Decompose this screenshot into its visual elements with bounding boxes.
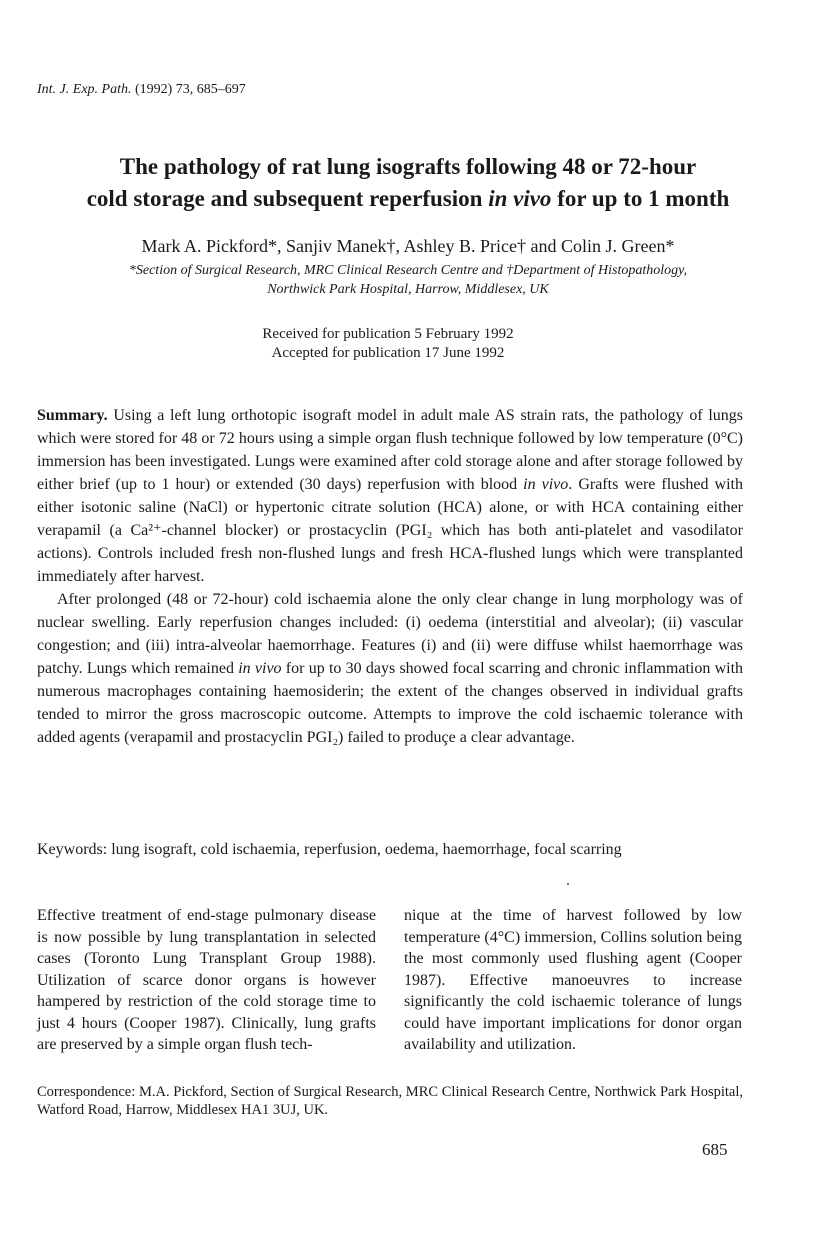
publication-dates bbox=[0, 325, 776, 363]
journal-citation: (1992) 73, 685–697 bbox=[134, 82, 246, 97]
stray-dot bbox=[567, 883, 569, 885]
affiliation-line-1: *Section of Surgical Research, MRC Clinical Research Centre and †Department of Histopathology, bbox=[128, 263, 688, 278]
affiliation-line-2: Northwick Park Hospital, Harrow, Middlesex, UK bbox=[267, 282, 549, 297]
title-line-1: The pathology of rat lung isografts following 48 or 72-hour bbox=[119, 154, 697, 179]
accepted-date: Accepted for publication 17 June 1992 bbox=[271, 345, 505, 361]
page-number: 685 bbox=[702, 1140, 728, 1159]
keywords: Keywords: lung isograft, cold ischaemia, reperfusion, oedema, haemorrhage, focal scarring bbox=[37, 841, 622, 858]
summary bbox=[37, 404, 743, 749]
summary-label: Summary. bbox=[37, 407, 108, 424]
intro-paragraph-right: nique at the time of harvest followed by low temperature (4°C) immersion, Collins solution being the most commonly used flushing agent (Cooper 1987). Effective manoeuvres to increase significantly the cold ischaemic tolerance of lungs could have important implications for donor organ availability and utilization. bbox=[404, 907, 742, 1053]
summary-paragraph-2: After prolonged (48 or 72-hour) cold ischaemia alone the only clear change in lung morphology was of nuclear swelling. Early reperfusion changes included: (i) oedema (interstitial and alveolar); (ii) vascular congestion; and (iii) intra-alveolar haemorrhage. Features (i) and (ii) were diffuse whilst haemorrhage was patchy. Lungs which remained in vivo for up to 30 days showed focal scarring and chronic inflammation with numerous macrophages containing haemosiderin; the extent of the changes observed in individual grafts tended to mirror the gross macroscopic outcome. Attempts to improve the cold ischaemic tolerance with added agents (verapamil and prostacyclin PGI₂) failed to produçe a clear advantage. bbox=[37, 591, 744, 746]
affiliation bbox=[40, 261, 776, 299]
authors: Mark A. Pickford*, Sanjiv Manek†, Ashley B. Price† and Colin J. Green* bbox=[141, 236, 675, 256]
body-column-left bbox=[37, 905, 376, 1056]
body-column-right bbox=[404, 905, 742, 1056]
article-title bbox=[30, 151, 786, 215]
summary-paragraph-1: Summary. Using a left lung orthotopic isograft model in adult male AS strain rats, the pathology of lungs which were stored for 48 or 72 hours using a simple organ flush technique followed by low temperature (0°C) immersion has been investigated. Lungs were examined after cold storage alone and after storage followed by either brief (up to 1 hour) or extended (30 days) reperfusion with blood in vivo. Grafts were flushed with either isotonic saline (NaCl) or hypertonic citrate solution (HCA) alone, or with HCA containing either verapamil (a Ca²⁺-channel blocker) or prostacyclin (PGI₂ which has both anti-platelet and vasodilator actions). Controls included fresh non-flushed lungs and fresh HCA-flushed lungs which were transplanted immediately after harvest. bbox=[37, 407, 744, 585]
received-date: Received for publication 5 February 1992 bbox=[262, 326, 514, 342]
journal-reference bbox=[37, 82, 246, 98]
correspondence: Correspondence: M.A. Pickford, Section of Surgical Research, MRC Clinical Research Centre, Northwick Park Hospital, Watford Road, Harrow, Middlesex HA1 3UJ, UK. bbox=[37, 1084, 743, 1118]
journal-name: Int. J. Exp. Path. bbox=[37, 82, 132, 97]
title-line-2: cold storage and subsequent reperfusion in vivo for up to 1 month bbox=[86, 186, 730, 211]
intro-paragraph-left: Effective treatment of end-stage pulmonary disease is now possible by lung transplantation in selected cases (Toronto Lung Transplant Group 1988). Utilization of scarce donor organs is however hampered by restriction of the cold storage time to just 4 hours (Cooper 1987). Clinically, lung grafts are preserved by a simple organ flush tech- bbox=[37, 907, 376, 1053]
